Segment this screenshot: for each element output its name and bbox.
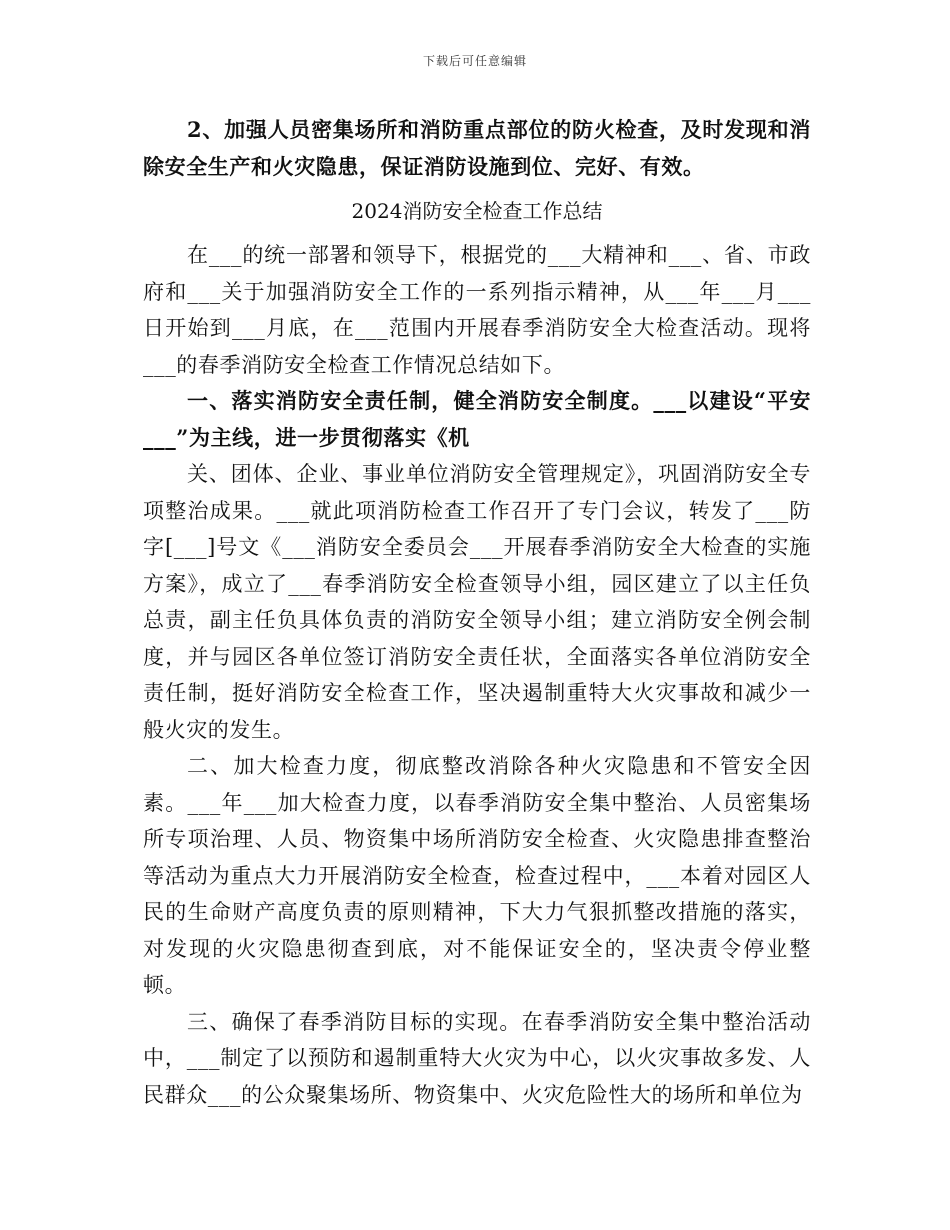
section-heading-1: 一、落实消防安全责任制，健全消防安全制度。___以建设“平安___”为主线，进一步贯彻落实《机 xyxy=(143,388,811,450)
paragraph-2: 关、团体、企业、事业单位消防安全管理规定》，巩固消防安全专项整治成果。___就此项消防检查工作召开了专门会议，转发了___防字[___]号文《___消防安全委员会___开展春季消防安全大检查的实施方案》，成立了___春季消防安全检查领导小组，园区建立了以主任负总责，副主任负具体负责的消防安全领导小组；建立消防安全例会制度，并与园区各单位签订消防安全责任状，全面落实各单位消防安全责任制，挺好消防安全检查工作，坚决遏制重特大火灾事故和减少一般火灾的发生。 xyxy=(143,462,811,742)
paragraph-3: 二、加大检查力度，彻底整改消除各种火灾隐患和不管安全因素。___年___加大检查力度，以春季消防安全集中整治、人员密集场所专项治理、人员、物资集中场所消防安全检查、火灾隐患排查整治等活动为重点大力开展消防安全检查，检查过程中，___本着对园区人民的生命财产高度负责的原则精神，下大力气狠抓整改措施的落实，对发现的火灾隐患彻查到底，对不能保证安全的，坚决责令停业整顿。 xyxy=(143,754,811,997)
document-title: 2024消防安全检查工作总结 xyxy=(351,199,603,223)
document-body xyxy=(143,112,811,1113)
intro-paragraph: 2、加强人员密集场所和消防重点部位的防火检查，及时发现和消除安全生产和火灾隐患，保证消防设施到位、完好、有效。 xyxy=(143,117,811,179)
page-header: 下载后可任意编辑 xyxy=(422,54,527,68)
paragraph-1: 在___的统一部署和领导下，根据党的___大精神和___、省、市政府和___关于加强消防安全工作的一系列指示精神，从___年___月___日开始到___月底，在___范围内开展春季消防安全大检查活动。现将___的春季消防安全检查工作情况总结如下。 xyxy=(143,243,811,377)
paragraph-4: 三、确保了春季消防目标的实现。在春季消防安全集中整治活动中，___制定了以预防和遏制重特大火灾为中心，以火灾事故多发、人民群众___的公众聚集场所、物资集中、火灾危险性大的场所和单位为 xyxy=(143,1009,811,1107)
